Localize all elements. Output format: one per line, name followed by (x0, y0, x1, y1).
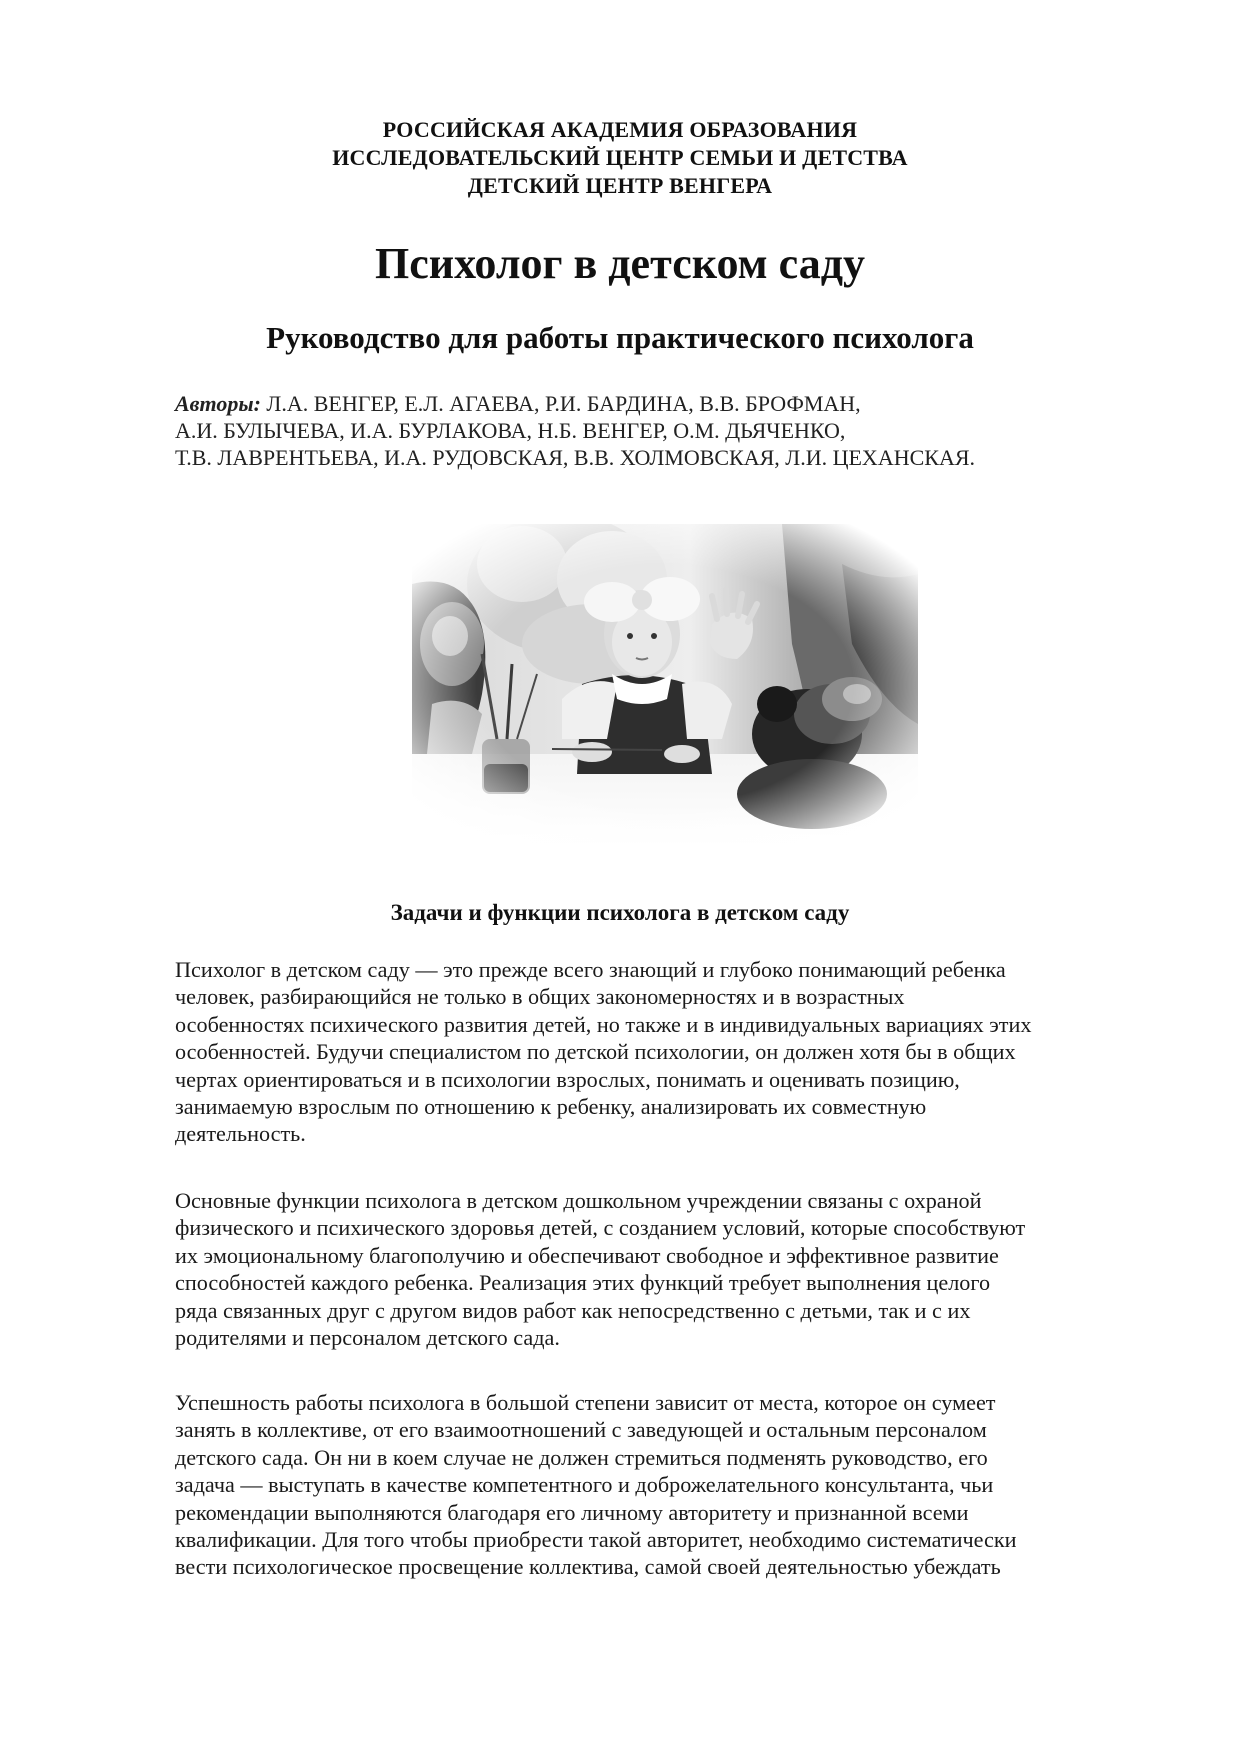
text-line: Успешность работы психолога в большой степени зависит от места, которое он сумеет (175, 1390, 996, 1415)
document-title: Психолог в детском саду (375, 239, 865, 288)
text-line: родителями и персоналом детского сада. (175, 1325, 560, 1351)
text-line: особенностях психического развития детей, но также и в индивидуальных вариациях этих (175, 1011, 1032, 1037)
text-line: их эмоциональному благополучию и обеспечивают свободное и эффективное развитие (175, 1242, 999, 1268)
text-line: задача — выступать в качестве компетентного и доброжелательного консультанта, чьи (175, 1472, 994, 1498)
text-line: особенностей. Будучи специалистом по детской психологии, он должен хотя бы в общих (175, 1039, 1016, 1065)
text-line: ряда связанных друг с другом видов работ как непосредственно с детьми, так и с их (175, 1297, 971, 1323)
authors-line (175, 390, 1135, 417)
text-line: Основные функции психолога в детском дошкольном учреждении связаны с охраной (175, 1188, 982, 1213)
section-title: Задачи и функции психолога в детском саду (390, 900, 850, 925)
paragraph (175, 1389, 1175, 1581)
text-line: деятельность. (175, 1121, 306, 1147)
org-line: ДЕТСКИЙ ЦЕНТР ВЕНГЕРА (467, 173, 773, 198)
org-line: ИССЛЕДОВАТЕЛЬСКИЙ ЦЕНТР СЕМЬИ И ДЕТСТВА (332, 145, 908, 170)
authors-names: Л.А. ВЕНГЕР, Е.Л. АГАЕВА, Р.И. БАРДИНА, В.В. БРОФМАН, (260, 391, 861, 416)
text-line: занять в коллективе, от его взаимоотношений с заведующей и остальным персоналом (175, 1417, 987, 1443)
text-line: занимаемую взрослым по отношению к ребенку, анализировать их совместную (175, 1094, 927, 1120)
paragraph (175, 1187, 1175, 1351)
authors-block (175, 390, 1135, 471)
text-line: вести психологическое просвещение коллектива, самой своей деятельностью убеждать (175, 1554, 1001, 1580)
child-photo (412, 524, 918, 846)
text-line: квалификации. Для того чтобы приобрести такой авторитет, необходимо систематически (175, 1527, 1017, 1553)
authors-line: А.И. БУЛЫЧЕВА, И.А. БУРЛАКОВА, Н.Б. ВЕНГЕР, О.М. ДЬЯЧЕНКО, (175, 418, 846, 443)
text-line: рекомендации выполняются благодаря его личному авторитету и признанной всеми (175, 1499, 969, 1525)
authors-line: Т.В. ЛАВРЕНТЬЕВА, И.А. РУДОВСКАЯ, В.В. ХОЛМОВСКАЯ, Л.И. ЦЕХАНСКАЯ. (175, 445, 976, 470)
text-line: способностей каждого ребенка. Реализация этих функций требует выполнения целого (175, 1270, 991, 1296)
organization-header (0, 116, 1240, 200)
text-line: детского сада. Он ни в коем случае не должен стремиться подменять руководство, его (175, 1444, 988, 1470)
text-line: физического и психического здоровья детей, с созданием условий, которые способствуют (175, 1215, 1026, 1241)
document-subtitle: Руководство для работы практического психолога (266, 320, 974, 355)
text-line: чертах ориентироваться и в психологии взрослых, понимать и оценивать позицию, (175, 1066, 960, 1092)
text-line: Психолог в детском саду — это прежде всего знающий и глубоко понимающий ребенка (175, 957, 1006, 982)
authors-label: Авторы: (175, 391, 261, 416)
paragraph (175, 956, 1175, 1148)
text-line: человек, разбирающийся не только в общих закономерностях и в возрастных (175, 984, 905, 1010)
org-line: РОССИЙСКАЯ АКАДЕМИЯ ОБРАЗОВАНИЯ (382, 117, 858, 142)
